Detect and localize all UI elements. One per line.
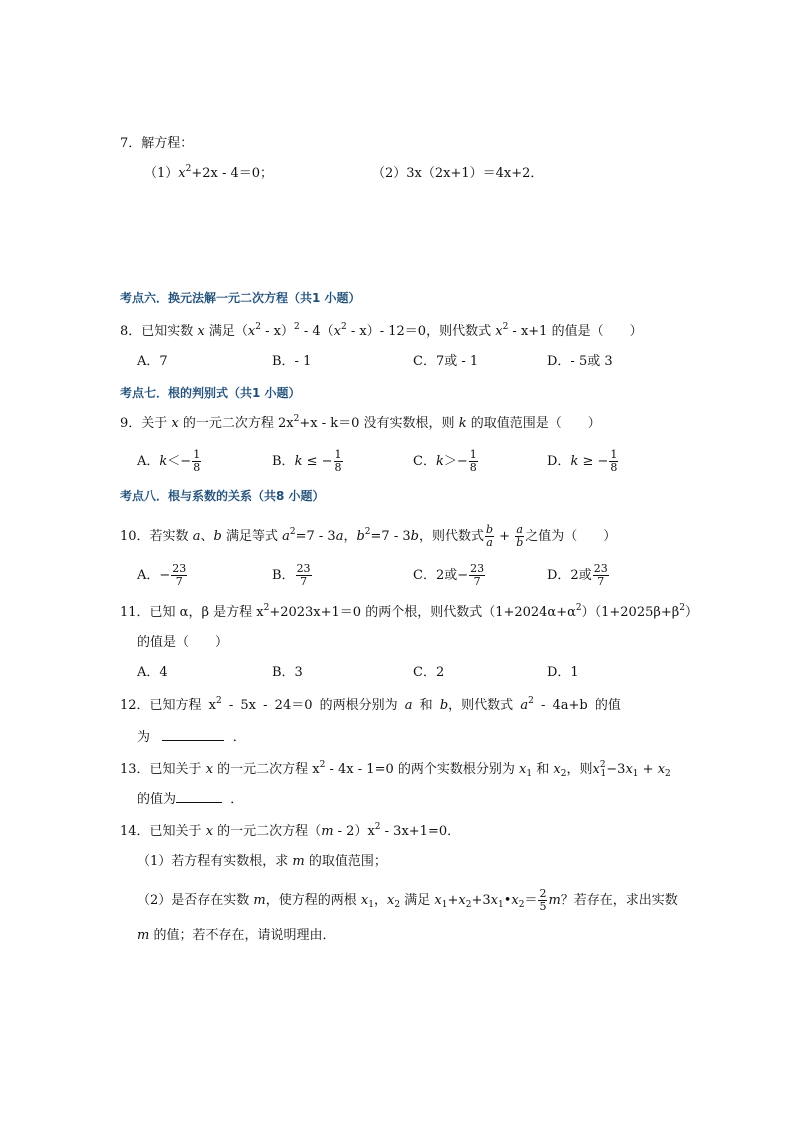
- question-9-option-d: D．k ≥ − $\frac{1}{8}$: [547, 448, 618, 474]
- question-9-stem: 9．关于 x 的一元二次方程 $2x^2+x - k=0$ 没有实数根，则 k 的取值范围是（ ）: [120, 414, 601, 431]
- question-9-option-a: A．k＜− $\frac{1}{8}$: [137, 448, 201, 474]
- question-11-stem-line-2: 的值是（ ）: [137, 635, 229, 650]
- question-10-option-a: A．− $\frac{23}{7}$: [137, 562, 187, 588]
- question-10-option-b: B． $\frac{23}{7}$: [272, 562, 311, 588]
- question-8-option-a: A．7: [137, 354, 168, 369]
- question-11-stem: 11．已知 α，β 是方程 $x^2+2023x+1=0$ 的两个根，则代数式$(1+2024\alpha+\alpha^2)(1+2025\beta+\beta^2)$: [120, 603, 699, 620]
- question-7-stem: 7．解方程：: [120, 136, 194, 151]
- question-11-option-c: C．2: [413, 665, 445, 680]
- question-8-option-b: B．- 1: [272, 354, 312, 369]
- question-12-stem: 12．已知方程 $x^2 - 5x - 24=0$ 的两根分别为 a 和 b，则代数式 $a^2 - 4a+b$ 的值: [120, 696, 621, 713]
- question-7-part-2: （2）3x（2x+1）＝4x+2．: [372, 166, 544, 181]
- question-11-option-a: A．4: [137, 665, 168, 680]
- question-9-option-b: B．k ≤ − $\frac{1}{8}$: [272, 448, 342, 474]
- question-10-option-c: C．2或− $\frac{23}{7}$: [413, 562, 485, 588]
- question-8-stem: 8．已知实数 x 满足$(x^2 - x)^2 - 4(x^2 - x)-$ 12＝0，则代数式 $x^2 - x+1$ 的值是（ ）: [120, 322, 643, 339]
- question-9-option-c: C．k＞− $\frac{1}{8}$: [413, 448, 477, 474]
- section-heading-8: 考点八．根与系数的关系（共8 小题）: [120, 489, 325, 503]
- question-10-option-d: D．2或 $\frac{23}{7}$: [547, 562, 608, 588]
- question-8-option-c: C．7或 - 1: [413, 354, 479, 369]
- question-12-answer-line: 为 ．: [137, 730, 246, 745]
- answer-blank: [176, 790, 222, 803]
- section-heading-6: 考点六．换元法解一元二次方程（共1 小题）: [120, 291, 361, 305]
- question-13-stem: 13．已知关于 x 的一元二次方程 $x^2 - 4x - 1=0$ 的两个实数根分别为 $x_1$ 和 $x_2$，则$x^2_1-3x_1 + x_2$: [120, 760, 671, 779]
- question-7-part-1: $(1)x^2+2x - 4=0$；: [144, 164, 274, 181]
- question-10-stem: 10．若实数 a、b 满足等式 $a^2=7 - 3a$，$b^2=7 - 3b$，则代数式 $\frac{b}{a}$ + $\frac{a}{b}$ 之值为（ ）: [120, 523, 617, 549]
- question-14-part-2-line-2: m 的值；若不存在，请说明理由．: [137, 928, 336, 943]
- section-heading-7: 考点七．根的判别式（共1 小题）: [120, 386, 301, 400]
- question-11-option-d: D．1: [547, 665, 579, 680]
- question-14-stem: 14．已知关于 x 的一元二次方程$(m - 2)x^2 - 3x+1=0$．: [120, 822, 461, 839]
- question-13-answer-line: 的值为 ．: [137, 792, 244, 807]
- question-8-option-d: D．- 5或 3: [547, 354, 613, 369]
- question-14-part-1: （1）若方程有实数根，求 m 的取值范围；: [137, 854, 387, 869]
- question-14-part-2: （2）是否存在实数 m，使方程的两根 $x_1$，$x_2$ 满足 $x_1+x_2+3x_1•x_2=$ $\frac{2}{5}$ m？若存在，求出实数: [137, 887, 678, 913]
- answer-blank: [162, 728, 224, 741]
- question-11-option-b: B．3: [272, 665, 303, 680]
